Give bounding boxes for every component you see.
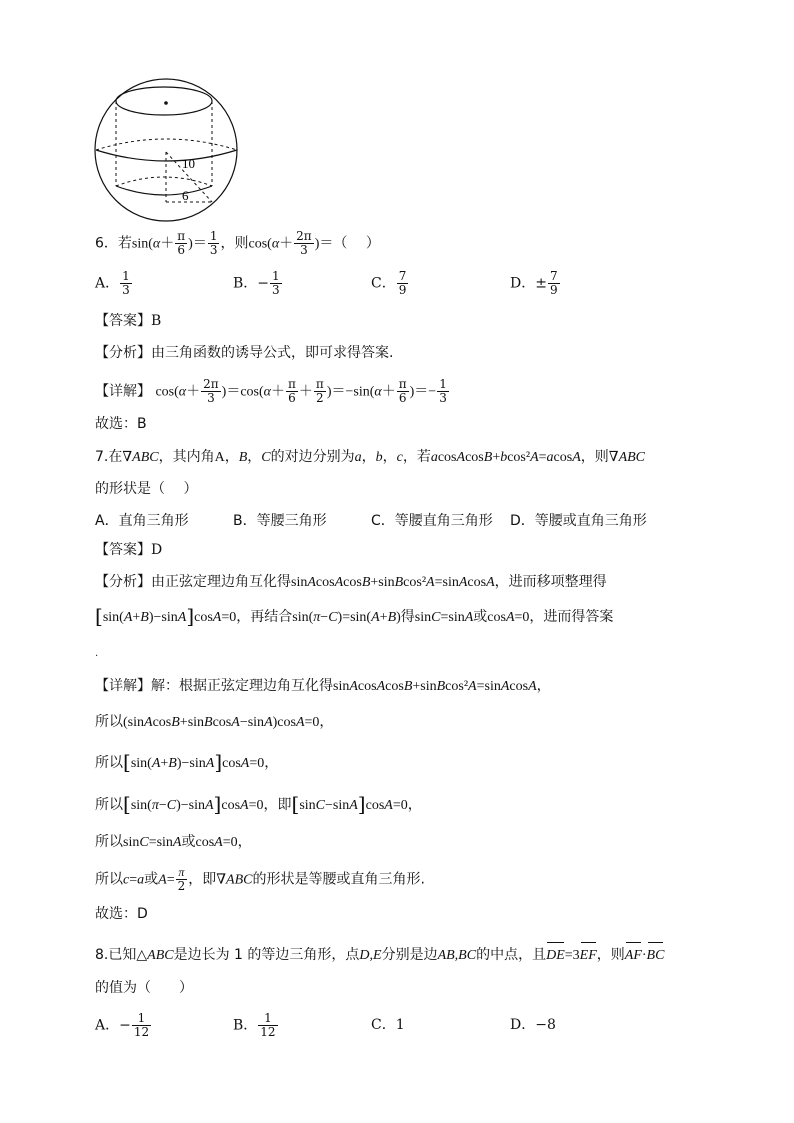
q7-analysis-line1: 【分析】由正弦定理边角互化得sinAcosAcosB+sinBcos²A=sinAcosA，进而移项整理得 xyxy=(95,574,607,590)
q7-detail-line3: 所以[sin(A+B)−sinA]cosA=0， xyxy=(95,750,279,774)
cylinder-bottom-back xyxy=(116,177,212,186)
q7-analysis-line2: [sin(A+B)−sinA]cosA=0，再结合sin(π−C)=sin(A+B)得sinC=sinA或cosA=0，进而得答案 xyxy=(95,604,614,628)
q6-option-c: C． $\frac{7}{9}$ xyxy=(371,269,407,297)
q8-option-c: C．1 xyxy=(371,1017,405,1033)
cylinder-top xyxy=(116,87,212,115)
q6-detail: 【详解】 cos(α＋ $\frac{2\pi}{3}$ )＝cos(α＋ $\frac{\pi}{6}$ ＋ $\frac{\pi}{2}$ )＝−sin(α＋ $\frac{\pi}{6}$ )＝− $\frac{1}{3}$ xyxy=(95,377,447,405)
q8-stem: 8.已知△ABC是边长为 1 的等边三角形，点D,E分别是边AB,BC的中点，且DE=3EF，则AF·BC xyxy=(95,940,664,966)
q7-detail-line1: 【详解】解：根据正弦定理边角互化得sinAcosAcosB+sinBcos²A=sinAcosA， xyxy=(95,678,551,694)
label-10: 10 xyxy=(182,156,195,171)
q6-option-a: A． $\frac{1}{3}$ xyxy=(95,269,130,297)
q7-detail-line4: 所以[sin(π−C)−sinA]cosA=0，即[sinC−sinA]cosA=0， xyxy=(95,792,422,816)
q7-conclusion: 故选：D xyxy=(95,906,148,922)
q7-stem-cont: 的形状是（ ） xyxy=(95,481,198,497)
q7-option-b: B．等腰三角形 xyxy=(233,513,327,529)
sphere-cylinder-figure xyxy=(92,76,244,224)
q7-analysis-period: . xyxy=(95,648,99,659)
q6-option-d: D．± $\frac{7}{9}$ xyxy=(510,269,558,297)
q6-stem: 6．若sin(α＋ $\frac{\pi}{6}$ )＝ $\frac{1}{3}$ ，则cos(α＋ $\frac{2\pi}{3}$ )＝（ ） xyxy=(95,229,380,257)
q7-detail-line6: 所以c=a或A= $\frac{\pi}{2}$ ，即∇ABC的形状是等腰或直角三角形. xyxy=(95,865,425,893)
q8-stem-cont: 的值为（ ） xyxy=(95,980,193,996)
q6-answer: 【答案】B xyxy=(95,313,162,329)
q8-option-d: D．−8 xyxy=(510,1017,556,1033)
q6-conclusion: 故选：B xyxy=(95,416,147,432)
q7-answer: 【答案】D xyxy=(95,542,163,558)
q7-option-c: C．等腰直角三角形 xyxy=(371,513,493,529)
q7-stem: 7.在∇ABC，其内角A，B，C的对边分别为a，b，c，若acosAcosB+bcos²A=acosA，则∇ABC xyxy=(95,449,646,465)
q6-analysis: 【分析】由三角函数的诱导公式，即可求得答案. xyxy=(95,345,394,361)
cylinder-bottom-front xyxy=(116,186,212,195)
label-6: 6 xyxy=(182,188,189,203)
top-center-dot xyxy=(164,101,168,105)
q8-option-b: B． $\frac{1}{12}$ xyxy=(233,1011,276,1039)
q7-detail-line2: 所以(sinAcosB+sinBcosA−sinA)cosA=0， xyxy=(95,714,334,730)
equator-back xyxy=(96,139,237,150)
q7-detail-line5: 所以sinC=sinA或cosA=0， xyxy=(95,834,252,850)
q7-option-d: D．等腰或直角三角形 xyxy=(510,513,647,529)
q6-option-b: B．− $\frac{1}{3}$ xyxy=(233,269,280,297)
q7-option-a: A．直角三角形 xyxy=(95,513,189,529)
q8-option-a: A．− $\frac{1}{12}$ xyxy=(95,1011,150,1039)
